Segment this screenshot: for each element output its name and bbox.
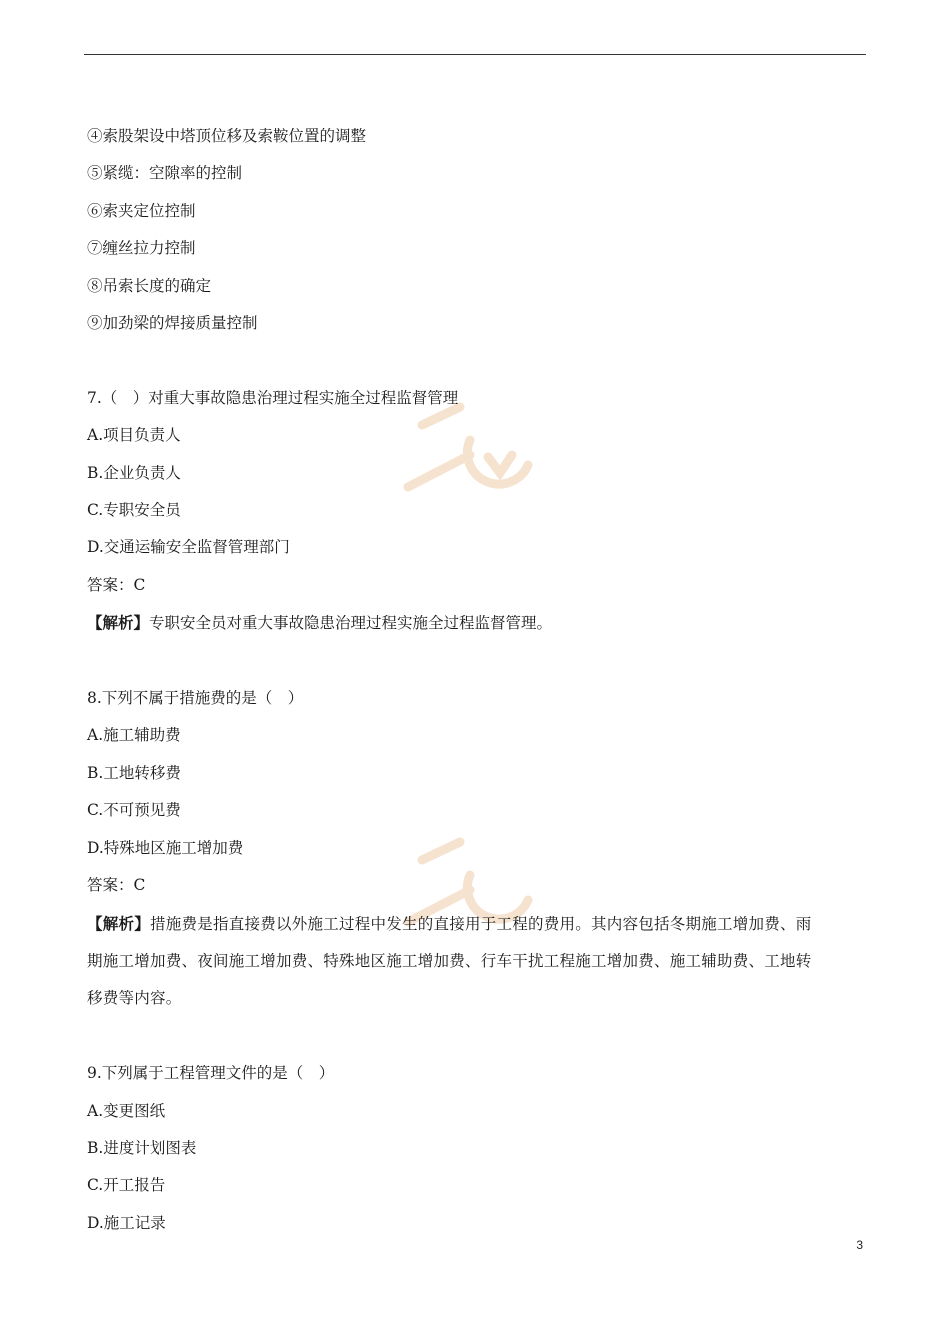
analysis-label: 【解析】 (87, 613, 150, 633)
analysis-label: 【解析】 (87, 913, 151, 933)
question-text: 8.下列不属于措施费的是（ ） (87, 689, 304, 708)
answer: 答案：C (87, 876, 146, 895)
option-a: A.变更图纸 (87, 1101, 166, 1120)
option-d: D.施工记录 (87, 1213, 166, 1232)
option-c: C.不可预见费 (87, 801, 181, 820)
list-item: ⑥索夹定位控制 (87, 201, 196, 220)
option-d: D.交通运输安全监督管理部门 (87, 538, 290, 557)
question-9 (87, 1055, 862, 1242)
page-content (87, 118, 862, 1242)
analysis-line (87, 905, 862, 943)
list-item: ⑨加劲梁的焊接质量控制 (87, 314, 258, 333)
option-c: C.专职安全员 (87, 501, 181, 520)
spacer (87, 643, 862, 680)
question-text: 7.（ ）对重大事故隐患治理过程实施全过程监督管理 (87, 388, 459, 407)
analysis (87, 604, 862, 642)
option-c: C.开工报告 (87, 1176, 166, 1195)
spacer (87, 342, 862, 379)
option-b: B.进度计划图表 (87, 1138, 197, 1157)
page-number: 3 (856, 1238, 863, 1252)
question-text: 9.下列属于工程管理文件的是（ ） (87, 1064, 335, 1083)
list-item: ⑧吊索长度的确定 (87, 276, 212, 295)
answer: 答案：C (87, 575, 146, 594)
option-a: A.施工辅助费 (87, 726, 181, 745)
question-7 (87, 380, 862, 643)
analysis-line: 期施工增加费、夜间施工增加费、特殊地区施工增加费、行车干扰工程施工增加费、施工辅助费、工地转 (87, 951, 812, 970)
header-rule (84, 54, 866, 55)
spacer (87, 1018, 862, 1055)
list-item: ⑦缠丝拉力控制 (87, 239, 196, 258)
option-d: D.特殊地区施工增加费 (87, 838, 244, 857)
question-8 (87, 680, 862, 1018)
option-b: B.企业负责人 (87, 463, 181, 482)
option-a: A.项目负责人 (87, 426, 181, 445)
analysis (87, 905, 862, 1018)
analysis-text: 专职安全员对重大事故隐患治理过程实施全过程监督管理。 (149, 614, 553, 633)
list-item: ④索股架设中塔顶位移及索鞍位置的调整 (87, 127, 367, 145)
list-item: ⑤紧缆：空隙率的控制 (87, 164, 243, 183)
option-b: B.工地转移费 (87, 763, 181, 782)
analysis-line: 移费等内容。 (87, 989, 182, 1008)
analysis-text: 措施费是指直接费以外施工过程中发生的直接用于工程的费用。其内容包括冬期施工增加费、雨 (150, 914, 812, 933)
